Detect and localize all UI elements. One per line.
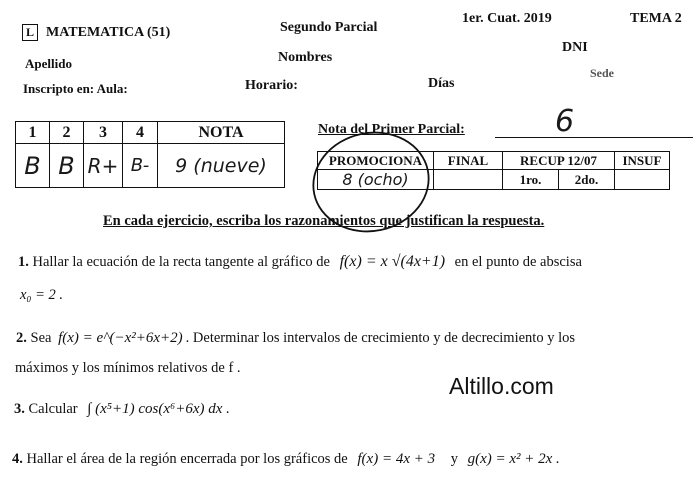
question-2 — [16, 330, 575, 347]
question-4-connector: y — [450, 451, 458, 467]
watermark: Altillo.com — [449, 373, 554, 399]
course-code-box: L — [22, 24, 38, 41]
grade-header-4: 4 — [123, 122, 158, 144]
grade-table — [15, 121, 285, 188]
question-3 — [14, 401, 230, 418]
first-exam-line — [495, 137, 693, 138]
grade-marks-row — [16, 144, 285, 188]
insuf-header: INSUF — [615, 152, 670, 170]
question-4-number: 4. — [12, 451, 23, 467]
grade-header-2: 2 — [50, 122, 84, 144]
question-1-abscissa: x₀ = 2 . — [20, 287, 64, 303]
grade-header-nota: NOTA — [158, 122, 285, 144]
dias-label: Días — [428, 76, 455, 91]
question-1 — [18, 253, 582, 271]
question-1-text: Hallar la ecuación de la recta tangente al gráfico de — [32, 254, 330, 270]
question-4-formula-g: g(x) = x² + 2x . — [467, 451, 560, 467]
first-exam-value: 6 — [555, 104, 575, 139]
question-1-text-b: en el punto de abscisa — [454, 254, 582, 270]
nombres-label: Nombres — [278, 50, 333, 65]
question-3-text: Calcular — [28, 401, 78, 417]
exam-version: TEMA 2 — [630, 11, 682, 26]
question-4-text: Hallar el área de la región encerrada por los gráficos de — [26, 451, 348, 467]
exam-name: Segundo Parcial — [280, 20, 378, 35]
question-4-formula-f: f(x) = 4x + 3 — [357, 451, 436, 467]
recup-header: RECUP 12/07 — [503, 152, 615, 170]
instruction: En cada ejercicio, escriba los razonamientos que justifican la respuesta. — [103, 213, 545, 229]
sede-label: Sede — [590, 66, 614, 80]
grade-mark-4: B- — [123, 144, 158, 188]
question-1-formula: f(x) = x √(4x+1) — [339, 253, 446, 270]
question-2-text-b: . Determinar los intervalos de crecimiento y de decrecimiento y los — [185, 330, 576, 346]
promociona-header: PROMOCIONA — [318, 152, 434, 170]
question-2-line-2: máximos y los mínimos relativos de f . — [15, 360, 241, 376]
final-header: FINAL — [434, 152, 503, 170]
question-3-number: 3. — [14, 401, 25, 417]
final-value — [434, 170, 503, 190]
course-title — [22, 24, 170, 41]
grade-mark-1: B — [16, 144, 50, 188]
recup-second: 2do. — [559, 170, 615, 190]
course-name: MATEMATICA (51) — [46, 25, 171, 40]
horario-label: Horario: — [245, 78, 298, 93]
question-2-formula: f(x) = e^(−x²+6x+2) — [58, 330, 183, 346]
grade-mark-2: B — [50, 144, 84, 188]
grade-header-row — [16, 122, 285, 144]
first-exam-label: Nota del Primer Parcial: — [318, 122, 465, 137]
question-4 — [12, 451, 560, 468]
grade-header-1: 1 — [16, 122, 50, 144]
promociona-value: 8 (ocho) — [318, 170, 434, 190]
grade-mark-3: R+ — [84, 144, 123, 188]
insuf-value — [615, 170, 670, 190]
recup-first: 1ro. — [503, 170, 559, 190]
question-3-formula: ∫ (x⁵+1) cos(x⁶+6x) dx . — [87, 401, 230, 417]
inscripto-label: Inscripto en: Aula: — [23, 81, 128, 96]
question-1-number: 1. — [18, 254, 29, 270]
grade-header-3: 3 — [84, 122, 123, 144]
grade-mark-nota: 9 (nueve) — [158, 144, 285, 188]
question-2-text: Sea — [30, 330, 52, 346]
exam-term: 1er. Cuat. 2019 — [462, 11, 552, 26]
question-2-number: 2. — [16, 330, 27, 346]
dni-label: DNI — [562, 40, 588, 55]
apellido-label: Apellido — [25, 56, 72, 71]
